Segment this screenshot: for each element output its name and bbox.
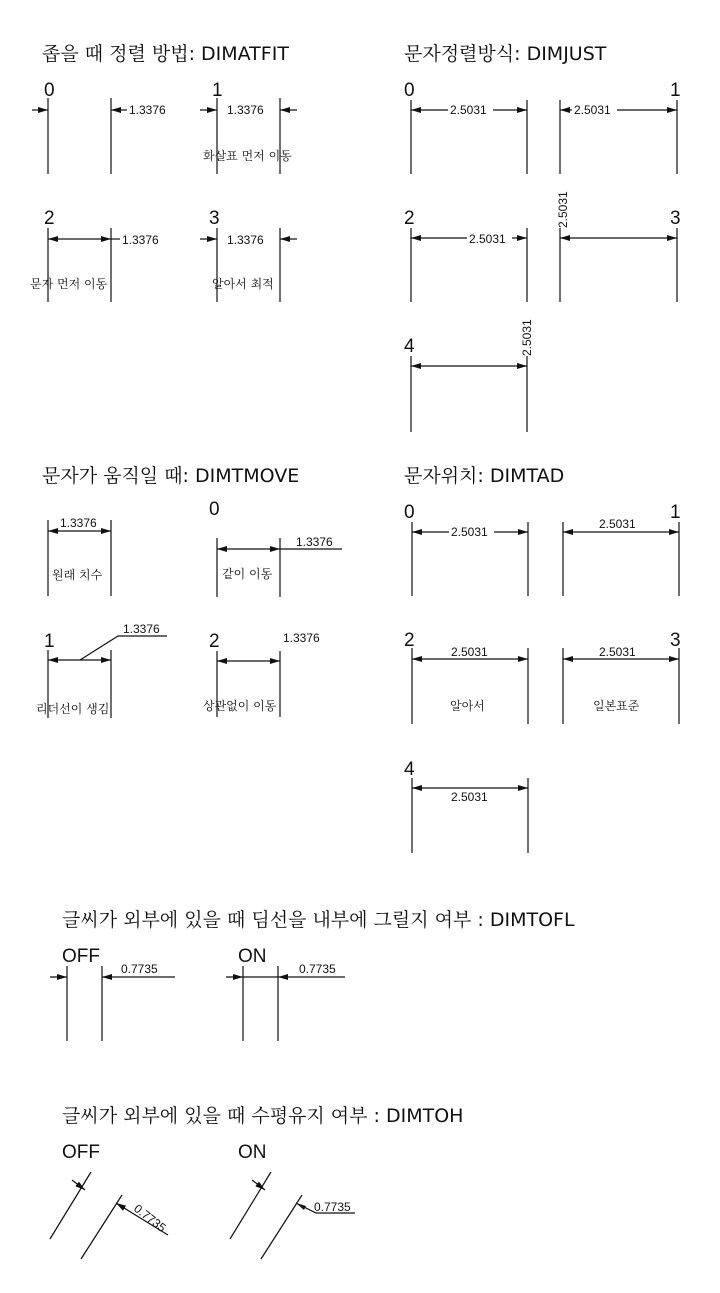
case-number: 0 xyxy=(209,499,220,520)
dimtoh-off xyxy=(50,1142,169,1259)
leader-line xyxy=(80,636,167,660)
dimension-value: 2.5031 xyxy=(469,232,506,246)
title-dimtoh: 글씨가 외부에 있을 때 수평유지 여부 : DIMTOH xyxy=(62,1105,464,1127)
dimtoh-on xyxy=(230,1142,355,1259)
dimension-value: 1.3376 xyxy=(283,631,320,645)
dimjust-case-3 xyxy=(556,191,681,302)
title-dimtmove: 문자가 움직일 때: DIMTMOVE xyxy=(42,465,300,487)
case-number: 1 xyxy=(670,502,681,523)
case-number: 3 xyxy=(209,208,220,229)
case-number: 0 xyxy=(44,80,55,101)
state-label: OFF xyxy=(62,1142,100,1163)
dimension-value: 2.5031 xyxy=(599,517,636,531)
case-number: 2 xyxy=(404,630,415,651)
title-dimatfit: 좁을 때 정렬 방법: DIMATFIT xyxy=(42,43,289,65)
dimtad-case-4 xyxy=(404,759,528,853)
dimtad-case-0 xyxy=(404,502,528,596)
dimtmove-case-1 xyxy=(36,622,167,718)
extension-line xyxy=(81,1195,122,1259)
dimatfit-case-2 xyxy=(30,208,159,302)
title-dimtad: 문자위치: DIMTAD xyxy=(404,465,565,487)
dimatfit-case-0 xyxy=(32,80,166,174)
extension-line xyxy=(230,1172,271,1239)
dimension-value: 2.5031 xyxy=(556,191,570,228)
dimtofl-on xyxy=(226,946,345,1041)
dimension-value: 0.7735 xyxy=(299,962,336,976)
state-label: ON xyxy=(238,946,267,967)
dimtad-case-3 xyxy=(563,630,681,724)
dimjust-case-1 xyxy=(560,80,681,174)
dimjust-case-2 xyxy=(404,208,527,302)
dimjust-case-0 xyxy=(404,80,527,174)
dimension-value: 2.5031 xyxy=(451,525,488,539)
case-number: 4 xyxy=(404,759,415,780)
dimtad-case-2 xyxy=(404,630,528,724)
case-label: 리더선이 생김 xyxy=(36,702,110,716)
state-label: ON xyxy=(238,1142,267,1163)
case-label: 문자 먼저 이동 xyxy=(30,277,108,291)
dimtad-case-1 xyxy=(563,502,681,596)
dimtmove-case-0 xyxy=(209,499,342,597)
case-number: 3 xyxy=(670,208,681,229)
extension-line xyxy=(50,1172,91,1239)
case-number: 1 xyxy=(44,631,55,652)
dimatfit-case-1 xyxy=(200,80,297,174)
leader-arrowhead xyxy=(296,1203,306,1210)
dimension-value: 2.5031 xyxy=(599,645,636,659)
title-dimtofl: 글씨가 외부에 있을 때 딤선을 내부에 그릴지 여부 : DIMTOFL xyxy=(62,909,575,931)
case-number: 4 xyxy=(404,336,415,357)
dimension-value: 1.3376 xyxy=(227,103,264,117)
dimension-value: 2.5031 xyxy=(574,103,611,117)
case-number: 3 xyxy=(670,630,681,651)
dimtofl-off xyxy=(50,946,175,1041)
dimension-value: 0.7735 xyxy=(131,1201,169,1235)
dimension-value: 2.5031 xyxy=(451,790,488,804)
case-label: 일본표준 xyxy=(593,699,640,713)
dimension-value: 1.3376 xyxy=(122,233,159,247)
dimension-value: 0.7735 xyxy=(314,1200,351,1214)
case-label: 원래 치수 xyxy=(52,568,103,582)
case-label: 상관없이 이동 xyxy=(203,699,277,713)
dimension-value: 1.3376 xyxy=(296,535,333,549)
case-label: 같이 이동 xyxy=(222,567,273,581)
dimtmove-case-2 xyxy=(203,631,320,717)
dimtmove-original xyxy=(48,516,111,596)
case-number: 2 xyxy=(209,631,220,652)
dimension-value: 2.5031 xyxy=(450,103,487,117)
case-number: 1 xyxy=(670,80,681,101)
case-label: 알아서 최적 xyxy=(212,277,274,291)
dimension-value: 1.3376 xyxy=(129,103,166,117)
state-label: OFF xyxy=(62,946,100,967)
dimension-value: 0.7735 xyxy=(121,962,158,976)
dimension-value: 1.3376 xyxy=(60,516,97,530)
case-number: 2 xyxy=(404,208,415,229)
title-dimjust: 문자정렬방식: DIMJUST xyxy=(404,43,607,65)
extension-line xyxy=(261,1195,302,1259)
dimension-value: 1.3376 xyxy=(123,622,160,636)
dimension-value: 1.3376 xyxy=(227,233,264,247)
dimension-value: 2.5031 xyxy=(520,319,534,356)
case-number: 0 xyxy=(404,502,415,523)
dimension-value: 2.5031 xyxy=(451,645,488,659)
case-number: 0 xyxy=(404,80,415,101)
case-number: 2 xyxy=(44,208,55,229)
case-label: 화살표 먼저 이동 xyxy=(203,149,292,163)
dimjust-case-4 xyxy=(404,319,534,432)
case-label: 알아서 xyxy=(450,699,485,713)
dimatfit-case-3 xyxy=(200,208,297,302)
case-number: 1 xyxy=(212,80,223,101)
